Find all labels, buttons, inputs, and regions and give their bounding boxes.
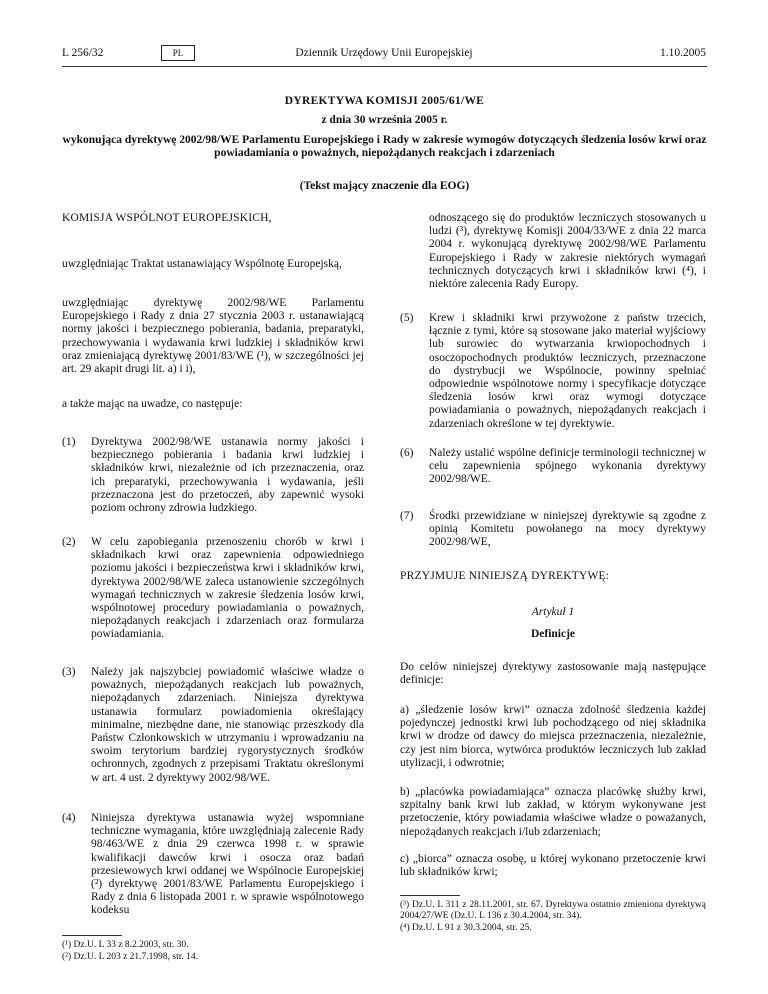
page-reference: L 256/32 xyxy=(62,47,104,59)
recital-number: (4) xyxy=(62,812,76,824)
whereas-intro: a także mając na uwadze, co następuje: xyxy=(62,398,243,410)
article-number: Artykuł 1 xyxy=(531,606,575,618)
recital-text: Środki przewidziane w niniejszej dyrektywie są zgodne z opinią Komitetu powołanego na mocy dyrektywy 2002/98/WE, xyxy=(429,510,706,549)
recital-5 xyxy=(400,312,706,452)
recital-text: W celu zapobiegania przenoszeniu chorób w krwi i składnikach krwi oraz zapewnienia odpowiedniego poziomu jakości i bezpieczeństwa krwi i składników krwi, dyrektywa 2002/98/WE zaleca ustanowienie szczególnych wymagań technicznych w zakresie śledzenia losów krwi, wspólnotowej procedury powiadamiania o poważnych, niepożądanych reakcjach i zdarzeniach oraz formularza powiadamiania. xyxy=(91,536,364,641)
footnote-4: (⁴) Dz.U. L 91 z 30.3.2004, str. 25. xyxy=(400,923,532,933)
definition-b: b) „placówka powiadamiająca” oznacza placówkę służby krwi, szpitalny bank krwi lub zakład, w którym wykonywane jest przetoczenie, który powiadamia właściwe władze o poważanych, niepożądanych reakcjach i/lub zdarzeniach; xyxy=(400,786,706,838)
footnote-3: (³) Dz.U. L 311 z 28.11.2001, str. 67. Dyrektywa ostatnio zmieniona dyrektywą 2004/27/WE (Dz.U. L 136 z 30.4.2004, str. 34). xyxy=(400,900,706,921)
definitions-intro: Do celów niniejszej dyrektywy zastosowanie mają następujące definicje: xyxy=(400,661,706,687)
header-divider xyxy=(62,66,707,67)
recital-number: (6) xyxy=(400,447,414,459)
footnote-divider xyxy=(400,895,460,896)
footnote-1: (¹) Dz.U. L 33 z 8.2.2003, str. 30. xyxy=(62,940,189,950)
recital-text: Należy jak najszybciej powiadomić właściwe władze o poważnych, niepożądanych reakcjach lub poważnych, niepożądanych zdarzeniach. Niniejsza dyrektywa ustanawia formularz powiadomienia określający minimalne, niezbędne dane, nie stanowiąc przeszkody dla Państw Członkowskich w utrzymaniu i wprowadzaniu na swoim terytorium bardziej rygorystycznych środków ochronnych, zgodnych z przepisami Traktatu określonymi w art. 4 ust. 2 dyrektywy 2002/98/WE. xyxy=(91,666,364,784)
directive-subject: wykonująca dyrektywę 2002/98/WE Parlamentu Europejskiego i Rady w zakresie wymogów dotyczących śledzenia losów krwi oraz powiadamiania o poważnych, niepożądanych reakcjach i zdarzeniach xyxy=(62,134,707,159)
recital-2 xyxy=(62,536,364,646)
recital-number: (2) xyxy=(62,536,76,548)
recital-number: (3) xyxy=(62,666,76,678)
commission-heading: KOMISJA WSPÓLNOT EUROPEJSKICH, xyxy=(62,212,272,224)
recital-4-continuation: odnoszącego się do produktów leczniczych stosowanych u ludzi (³), dyrektywę Komisji 2004/33/WE z dnia 22 marca 2004 r. wykonującą dyrektywę 2002/98/WE Parlamentu Europejskiego i Rady w zakresie niektórych wymagań technicznych dotyczących krwi i składników krwi (⁴), i niektóre zalecenia Rady Europy. xyxy=(429,212,706,291)
recital-6 xyxy=(400,447,706,492)
definition-a: a) „śledzenie losów krwi” oznacza zdolność śledzenia każdej pojedynczej jednostki krwi lub pochodzącego od niej składnika krwi w drodze od dawcy do miejsca przeznaczenia, niezależnie, czy jest nim biorca, wytwórca produktów leczniczych lub zakład utylizacji, i odwrotnie; xyxy=(400,704,706,769)
recital-text: Niniejsza dyrektywa ustanawia wyżej wspomniane techniczne wymagania, które uwzględniają zalecenie Rady 98/463/WE z dnia 29 czerwca 1998 r. w sprawie kwalifikacji dawców krwi i osocza oraz badań przesiewowych krwi oddanej we Wspólnocie Europejskiej (²) dyrektywę 2001/83/WE Parlamentu Europejskiego i Rady z dnia 6 listopada 2001 r. w sprawie wspólnotowego kodeksu xyxy=(91,812,364,917)
recital-number: (1) xyxy=(62,436,76,448)
journal-title: Dziennik Urzędowy Unii Europejskiej xyxy=(295,47,473,59)
recital-4 xyxy=(62,812,364,922)
directive-date: z dnia 30 września 2005 r. xyxy=(321,114,448,126)
footnote-2: (²) Dz.U. L 203 z 21.7.1998, str. 14. xyxy=(62,952,199,962)
language-badge: PL xyxy=(161,45,195,61)
recital-text: Krew i składniki krwi przywożone z państw trzecich, łącznie z tymi, które są stosowane jako materiał wyjściowy lub surowiec do wytwarzania krwiopochodnych i osoczopochodnych produktów leczniczych, przeznaczone do dystrybucji we Wspólnocie, powinny spełniać odpowiednie wspólnotowe normy i specyfikacje dotyczące śledzenia losów krwi oraz wymogi dotyczące powiadamiania o poważnych, niepożądanych reakcjach i zdarzeniach określone w tej dyrektywie. xyxy=(429,312,706,430)
recital-number: (7) xyxy=(400,510,414,522)
recital-text: Należy ustalić wspólne definicje terminologii technicznej w celu zapewnienia spójnego wykonania dyrektywy 2002/98/WE. xyxy=(429,447,706,486)
recital-text: Dyrektywa 2002/98/WE ustanawia normy jakości i bezpiecznego pobierania i badania krwi ludzkiej i składników krwi, niezależnie od ich przeznaczenia, oraz ich preparatyki, przechowywania i wydawania, jeśli przeznaczona jest do przetoczeń, aby zapewnić wysoki poziom ochrony zdrowia ludzkiego. xyxy=(91,436,364,515)
definition-c: c) „biorca” oznacza osobę, u której wykonano przetoczenie krwi lub składników krwi; xyxy=(400,853,706,879)
recital-number: (5) xyxy=(400,312,414,324)
footnote-divider xyxy=(62,935,122,936)
recital-7 xyxy=(400,510,706,555)
treaty-citation: uwzględniając Traktat ustanawiający Wspólnotę Europejską, xyxy=(62,258,342,270)
article-title: Definicje xyxy=(530,628,576,640)
recital-3 xyxy=(62,666,364,791)
eea-relevance-note: (Tekst mający znaczenie dla EOG) xyxy=(299,180,470,192)
recital-1 xyxy=(62,436,364,516)
directive-citation: uwzględniając dyrektywę 2002/98/WE Parlamentu Europejskiego i Rady z dnia 27 stycznia 2003 r. ustanawiającą normy jakości i bezpiecznego pobierania, badania, preparatyki, przechowywania i wydawania krwi ludzkiej i składników krwi oraz zmieniającą dyrektywę 2001/83/WE (¹), w szczególności jej art. 29 akapit drugi lit. a) i i), xyxy=(62,297,364,376)
adoption-statement: PRZYJMUJE NINIEJSZĄ DYREKTYWĘ: xyxy=(400,570,610,582)
directive-title: DYREKTYWA KOMISJI 2005/61/WE xyxy=(284,95,485,107)
publication-date: 1.10.2005 xyxy=(660,47,706,59)
